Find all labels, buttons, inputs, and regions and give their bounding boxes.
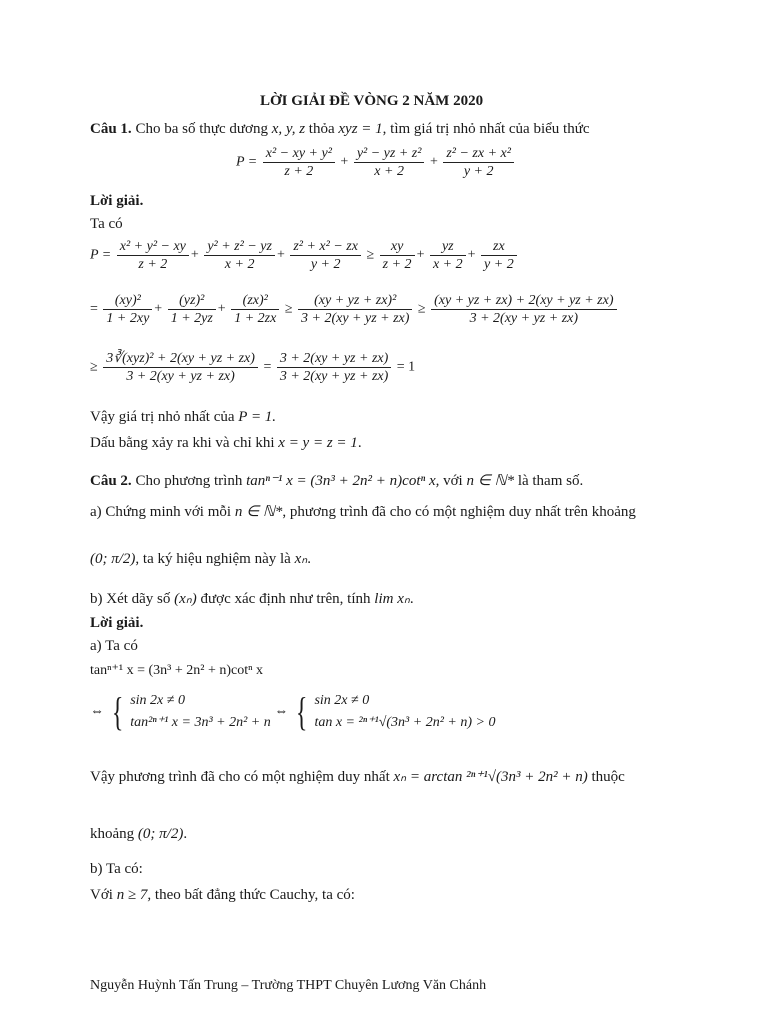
solution-2a-conclusion	[90, 768, 625, 786]
conclusion-math: P = 1.	[238, 409, 277, 425]
equals-one: = 1	[396, 359, 416, 375]
numerator: z² − zx + x²	[443, 145, 514, 163]
question-2a-line-2	[90, 550, 311, 568]
numerator: zx	[481, 238, 517, 256]
question-2-label: Câu 2.	[90, 473, 132, 489]
denominator: 3 + 2(xy + yz + zx)	[301, 311, 410, 326]
denominator: x + 2	[224, 257, 255, 272]
q2-condition: n ∈ ℕ*	[466, 473, 515, 489]
numerator: (zx)²	[231, 292, 279, 310]
numerator: (xy + yz + zx) + 2(xy + yz + zx)	[431, 292, 616, 310]
period: .	[409, 591, 414, 607]
solution-2-systems	[90, 690, 495, 734]
solution-label-text: Lời giải.	[90, 615, 144, 631]
sequence-symbol: (xₙ)	[174, 591, 197, 607]
q2-equation: tanⁿ⁻¹ x = (3n³ + 2n² + n)cotⁿ x,	[246, 473, 440, 489]
conclusion-text: Vậy phương trình đã cho có một nghiệm duy nhất	[90, 769, 394, 785]
iff-arrow: ⇔	[90, 704, 104, 720]
solution-2b-intro: b) Ta có:	[90, 861, 143, 877]
numerator: (yz)²	[168, 292, 216, 310]
fraction	[103, 292, 152, 327]
solution-2-equation: tanⁿ⁺¹ x = (3n³ + 2n² + n)cotⁿ x	[90, 663, 264, 678]
numerator: x² − xy + y²	[263, 145, 335, 163]
numerator: 3∛(xyz)² + 2(xy + yz + zx)	[103, 350, 258, 368]
page-title: LỜI GIẢI ĐỀ VÒNG 2 NĂM 2020	[260, 93, 484, 109]
solution-1-conclusion	[90, 408, 276, 426]
solution-label-text: Lời giải.	[90, 193, 144, 209]
interval: (0; π/2)	[137, 826, 184, 842]
left-brace: {	[295, 689, 308, 734]
numerator: y² − yz + z²	[354, 145, 425, 163]
q1-vars: x, y, z	[271, 121, 306, 137]
question-2-line	[90, 472, 583, 490]
q2a-text: a) Chứng minh với mỗi	[90, 504, 235, 520]
solution-1-row-3	[90, 350, 415, 385]
denominator: x + 2	[374, 164, 404, 179]
denominator: y + 2	[463, 164, 494, 179]
root-symbol: xₙ	[294, 551, 308, 567]
denominator: 3 + 2(xy + yz + zx)	[279, 369, 389, 384]
fraction	[103, 350, 258, 385]
denominator: x + 2	[432, 257, 463, 272]
numerator: (xy)²	[103, 292, 152, 310]
numerator: z² + x² − zx	[290, 238, 361, 256]
iff-arrow: ⇔	[274, 704, 289, 720]
plus-sign: +	[340, 154, 349, 170]
left-brace: {	[111, 689, 123, 734]
numerator: yz	[430, 238, 466, 256]
equality-text: Dấu bằng xảy ra khi và chỉ khi	[90, 435, 279, 451]
p-lhs: P =	[90, 247, 112, 263]
solution-1-equality	[90, 434, 362, 452]
denominator: z + 2	[138, 257, 168, 272]
conclusion-text-2: thuộc	[587, 769, 625, 785]
q2a-text-3: , ta ký hiệu nghiệm này là	[135, 551, 295, 567]
q1-text-c: , tìm giá trị nhỏ nhất của biểu thức	[382, 121, 590, 137]
denominator: 1 + 2xy	[106, 311, 150, 326]
solution-1-label	[90, 192, 143, 210]
denominator: 3 + 2(xy + yz + zx)	[126, 369, 235, 384]
conclusion-math: xₙ = arctan ²ⁿ⁺¹√(3n³ + 2n² + n)	[393, 769, 588, 785]
plus-sign: +	[429, 154, 438, 170]
equality-math: x = y = z = 1	[278, 435, 358, 451]
conclusion-text: Vậy giá trị nhỏ nhất của	[90, 409, 239, 425]
solution-2-label	[90, 614, 143, 632]
numerator: (xy + yz + zx)²	[298, 292, 412, 310]
solution-2a-intro: a) Ta có	[90, 638, 138, 654]
fraction	[430, 238, 466, 273]
equals-sign: =	[263, 359, 272, 375]
numerator: y² + z² − yz	[204, 238, 275, 256]
fraction	[117, 238, 189, 273]
q2a-text-2: , phương trình đã cho có một nghiệm duy nhất trên khoảng	[282, 504, 636, 520]
question-2b-line	[90, 590, 414, 608]
question-1-label: Câu 1.	[90, 121, 132, 137]
q1-condition: xyz = 1	[338, 121, 383, 137]
equality-end: .	[357, 435, 362, 451]
fraction	[204, 238, 275, 273]
q1-P-formula	[236, 145, 516, 180]
fraction	[298, 292, 412, 327]
fraction	[277, 350, 391, 385]
q2-text-a: Cho phương trình	[131, 473, 247, 489]
q1-text-b: thỏa	[305, 121, 339, 137]
solution-2a-interval	[90, 825, 187, 843]
interval-label: khoảng	[90, 826, 138, 842]
denominator: y + 2	[484, 257, 514, 272]
equals-sign: =	[90, 301, 98, 317]
cauchy-text: theo bất đẳng thức Cauchy, ta có:	[151, 887, 355, 903]
system-line: tan x = ²ⁿ⁺¹√(3n³ + 2n² + n) > 0	[314, 715, 496, 730]
fraction	[168, 292, 216, 327]
geq-sign: ≥	[284, 301, 293, 317]
solution-1-row-1: P = $\frac{\text{x² + y² − xy}}{z + 2}$ + $\frac{\text{y² + z² − yz}}{x + 2}$ + $\frac{\text{z² + x² − zx}}{y + 2}$ ≥ $\frac{xy}{z + 2}$ + $\frac{yz}{x + 2}$ + $\frac{zx}{y + 2}$	[90, 238, 519, 273]
fraction	[481, 238, 517, 273]
interval: (0; π/2)	[90, 551, 136, 567]
period: .	[307, 551, 311, 567]
solution-1-intro: Ta có	[90, 216, 123, 232]
question-2a-line	[90, 503, 636, 521]
denominator: z + 2	[382, 257, 412, 272]
system-line: sin 2x ≠ 0	[130, 693, 185, 708]
limit-expression: lim xₙ	[374, 591, 410, 607]
denominator: y + 2	[310, 257, 341, 272]
denominator: 3 + 2(xy + yz + zx)	[469, 311, 579, 326]
numerator: 3 + 2(xy + yz + zx)	[277, 350, 391, 368]
numerator: xy	[380, 238, 415, 256]
fraction	[263, 145, 335, 180]
page-footer: Nguyễn Huỳnh Tấn Trung – Trường THPT Chuyên Lương Văn Chánh	[90, 978, 487, 993]
q2-text-b: với	[439, 473, 467, 489]
geq-sign: ≥	[417, 301, 426, 317]
denominator: z + 2	[284, 164, 314, 179]
fraction	[431, 292, 616, 327]
solution-1-row-2: = $\frac{\text{(xy)²}}{1 + 2xy}$ + $\frac{\text{(yz)²}}{1 + 2yz}$ + $\frac{\text{(zx)²}}{1 + 2zx}$ ≥ $\frac{\text{(xy + yz + zx)²}}{3 + 2(xy + yz + zx)}$ ≥ $\frac{(xy + yz + zx) + 2(xy + yz + zx)}{3 + 2(xy + yz + zx)}$	[90, 292, 619, 327]
denominator: 1 + 2yz	[170, 311, 213, 326]
geq-sign: ≥	[366, 247, 375, 263]
q2a-condition: n ∈ ℕ*	[234, 504, 283, 520]
fraction	[231, 292, 279, 327]
q2b-text: b) Xét dãy số	[90, 591, 175, 607]
geq-sign: ≥	[90, 359, 98, 375]
numerator: x² + y² − xy	[117, 238, 189, 256]
q1-text-a: Cho ba số thực dương	[131, 121, 272, 137]
condition-math: n ≥ 7,	[116, 887, 152, 903]
system-line: tan²ⁿ⁺¹ x = 3n³ + 2n² + n	[130, 715, 271, 730]
system-line: sin 2x ≠ 0	[314, 693, 370, 708]
q2-text-c: là tham số.	[514, 473, 584, 489]
q2b-text-2: được xác định như trên, tính	[196, 591, 375, 607]
fraction	[290, 238, 361, 273]
p-lhs: P =	[236, 154, 258, 170]
fraction	[443, 145, 514, 180]
denominator: 1 + 2zx	[234, 311, 277, 326]
period: .	[183, 826, 188, 842]
fraction	[380, 238, 415, 273]
fraction	[354, 145, 425, 180]
question-1-line	[90, 120, 590, 138]
system-2	[314, 690, 495, 734]
system-1	[130, 690, 271, 734]
with-text: Với	[90, 887, 117, 903]
solution-2b-line	[90, 886, 355, 904]
